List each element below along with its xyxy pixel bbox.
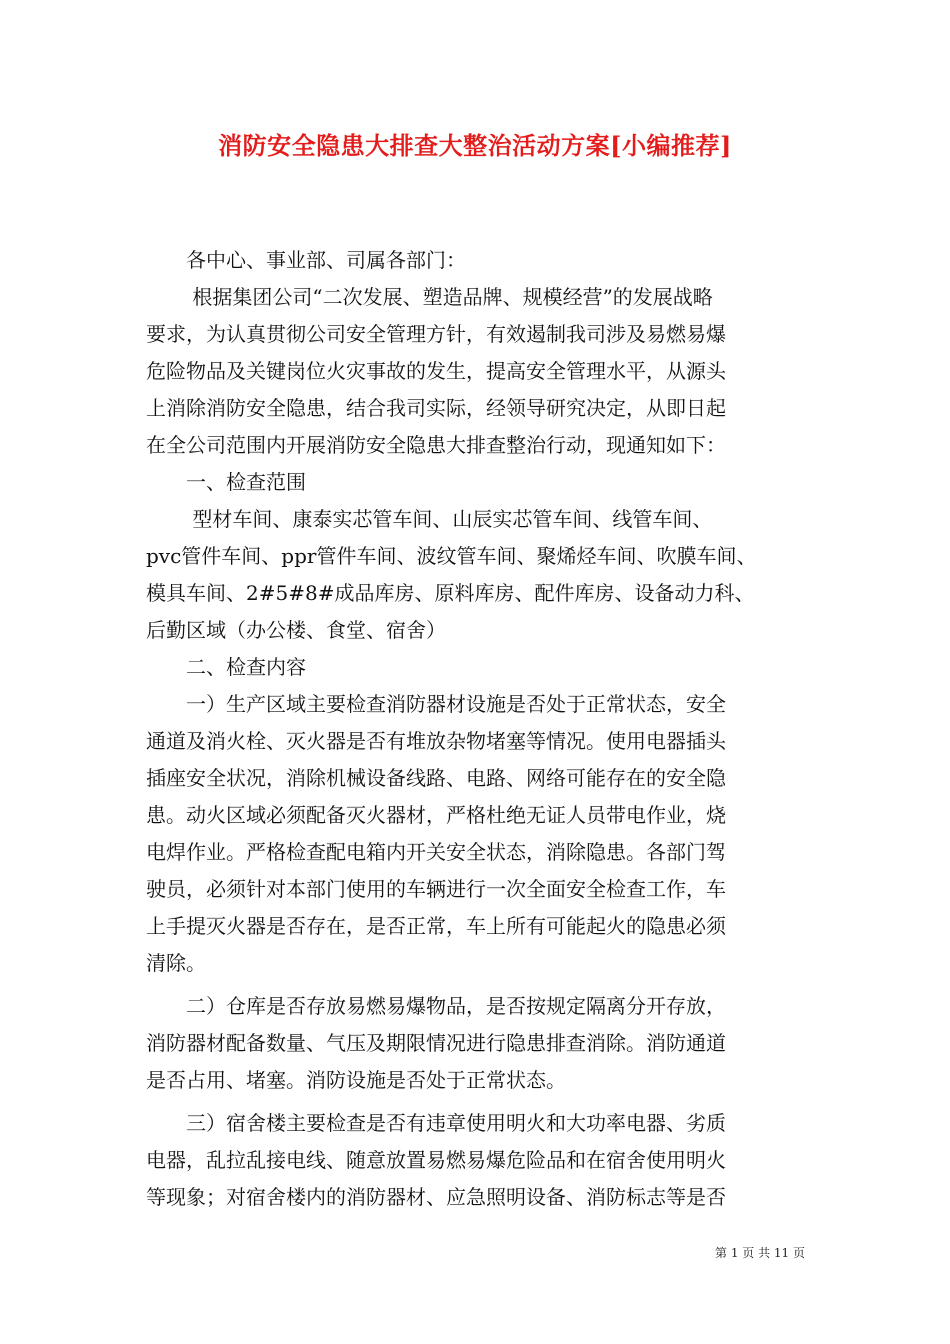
page-number-footer: 第 1 页 共 11 页 (715, 1246, 805, 1260)
paragraph-line: 通道及消火栓、灭火器是否有堆放杂物堵塞等情况。使用电器插头 (146, 729, 726, 753)
paragraph-line: 电器，乱拉乱接电线、随意放置易燃易爆危险品和在宿舍使用明火 (146, 1148, 726, 1172)
paragraph-line: 后勤区域（办公楼、食堂、宿舍） (146, 618, 446, 642)
paragraph-line: 上消除消防安全隐患，结合我司实际，经领导研究决定，从即日起 (146, 396, 726, 420)
paragraph-line: 等现象；对宿舍楼内的消防器材、应急照明设备、消防标志等是否 (146, 1185, 726, 1209)
paragraph-line: 驶员，必须针对本部门使用的车辆进行一次全面安全检查工作，车 (146, 877, 726, 901)
paragraph-line: 二）仓库是否存放易燃易爆物品，是否按规定隔离分开存放， (146, 994, 726, 1018)
document-body (146, 242, 810, 1216)
paragraph-line: 电焊作业。严格检查配电箱内开关安全状态，消除隐患。各部门驾 (146, 840, 726, 864)
paragraph-line: 患。动火区域必须配备灭火器材，严格杜绝无证人员带电作业，烧 (146, 803, 726, 827)
paragraph-line: 要求，为认真贯彻公司安全管理方针，有效遏制我司涉及易燃易爆 (146, 322, 726, 346)
paragraph-line: 消防器材配备数量、气压及期限情况进行隐患排查消除。消防通道 (146, 1031, 726, 1055)
paragraph-line: 一）生产区域主要检查消防器材设施是否处于正常状态，安全 (146, 692, 726, 716)
paragraph-line: 上手提灭火器是否存在，是否正常，车上所有可能起火的隐患必须 (146, 914, 726, 938)
paragraph-line: 危险物品及关键岗位火灾事故的发生，提高安全管理水平，从源头 (146, 359, 726, 383)
section-heading: 一、检查范围 (146, 470, 306, 494)
paragraph-line: 三）宿舍楼主要检查是否有违章使用明火和大功率电器、劣质 (146, 1111, 726, 1135)
salutation-line: 各中心、事业部、司属各部门： (146, 248, 466, 272)
paragraph-line: 根据集团公司“二次发展、塑造品牌、规模经营”的发展战略 (146, 285, 713, 309)
paragraph-line: 插座安全状况，消除机械设备线路、电路、网络可能存在的安全隐 (146, 766, 726, 790)
paragraph-line: 在全公司范围内开展消防安全隐患大排查整治行动，现通知如下： (146, 433, 726, 457)
section-heading: 二、检查内容 (146, 655, 306, 679)
paragraph-line: 是否占用、堵塞。消防设施是否处于正常状态。 (146, 1068, 566, 1092)
paragraph-line: 清除。 (146, 951, 206, 975)
document-title: 消防安全隐患大排查大整治活动方案[小编推荐] (218, 131, 732, 160)
paragraph-line: 模具车间、2#5#8#成品库房、原料库房、配件库房、设备动力科、 (146, 581, 755, 605)
paragraph-line: pvc管件车间、ppr管件车间、波纹管车间、聚烯烃车间、吹膜车间、 (146, 544, 757, 568)
paragraph-line: 型材车间、康泰实芯管车间、山辰实芯管车间、线管车间、 (146, 507, 713, 531)
